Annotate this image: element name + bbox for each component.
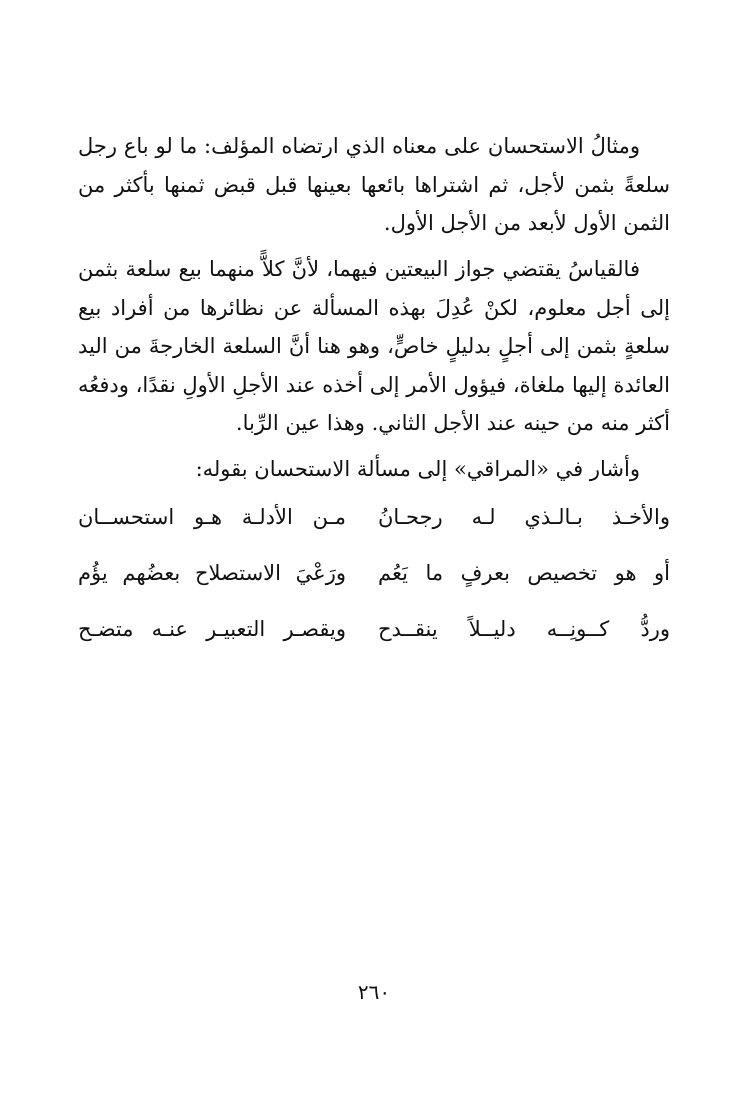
poem-verse: [78, 497, 670, 553]
poem-verse: [78, 609, 670, 665]
paragraph-analogy: [78, 250, 670, 443]
paragraph-example: [78, 127, 670, 243]
paragraph-text: وأشار في «المراقي» إلى مسألة الاستحسان بقوله:: [195, 457, 640, 481]
poem-verse: [78, 553, 670, 609]
page-number: ٢٦٠: [357, 980, 391, 1004]
poem-hemistich-second: ويقصـر التعبيـر عنـه متضـح: [78, 617, 346, 641]
poem-hemistich-second: ورَعْيَ الاستصلاح بعضُهم يؤُم: [78, 561, 346, 585]
paragraph-poem-intro: [78, 450, 670, 489]
paragraph-text: فالقياسُ يقتضي جواز البيعتين فيهما، لأنَّ كلاًّ منهما بيع سلعة بثمن إلى أجل معلوم، لكنْ عُدِلَ بهذه المسألة عن نظائرها من أفراد بيع سلعةٍ بثمن إلى أجلٍ بدليلٍ خاصٍّ، وهو هنا أنَّ السلعة الخارجةَ من اليد العائدة إليها ملغاة، فيؤول الأمر إلى أخذه عند الأجلِ الأولِ نقدًا، ودفعُه أكثر منه من حينه عند الأجل الثاني. وهذا عين الرِّبا.: [78, 257, 670, 435]
paragraph-text: ومثالُ الاستحسان على معناه الذي ارتضاه المؤلف: ما لو باع رجل سلعةً بثمن لأجل، ثم اشتراها بائعها بعينها قبل قبض ثمنها بأكثر من الثمن الأول لأبعد من الأجل الأول.: [78, 134, 670, 235]
poem-hemistich-first: والأخـذ بـالـذي لـه رجحـانُ: [378, 505, 670, 529]
poem-hemistich-second: مـن الأدلـة هـو استحســان: [78, 505, 346, 529]
poem-hemistich-first: وردُّ كــونِــه دليــلاً ينقــدح: [378, 617, 670, 641]
poem: [78, 497, 670, 665]
poem-hemistich-first: أو هو تخصيص بعرفٍ ما يَعُم: [378, 561, 670, 585]
